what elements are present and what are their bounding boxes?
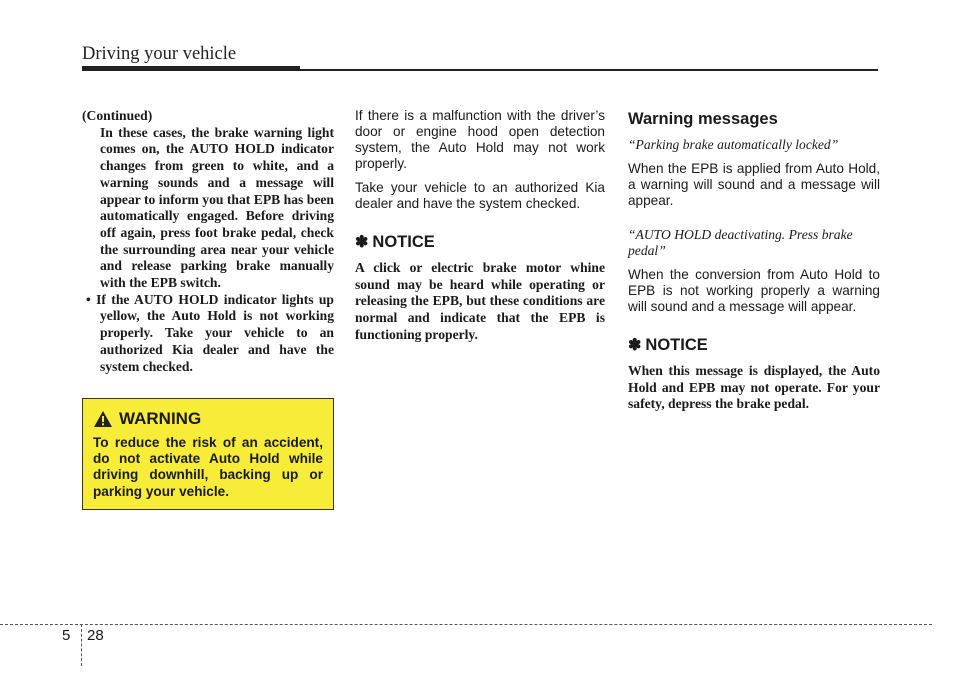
notice-heading-2 — [628, 335, 880, 355]
message-deactivating-description: When the conversion from Auto Hold to EPB is not working properly a warning will sound and a message will appear. — [628, 267, 880, 314]
page-number: 28 — [87, 627, 104, 644]
malfunction-paragraph: If there is a malfunction with the driver’s door or engine hood open detection system, the Auto Hold may not work properly. — [355, 108, 605, 171]
column-left — [82, 108, 334, 375]
warning-messages-heading: Warning messages — [628, 110, 778, 128]
continued-label: (Continued) — [82, 108, 153, 123]
warning-triangle-icon — [93, 410, 113, 428]
footer-divider — [0, 624, 932, 625]
header-divider-thick — [82, 66, 300, 71]
message-quote-locked: “Parking brake automatically locked” — [628, 137, 839, 152]
warning-text: To reduce the risk of an accident, do not activate Auto Hold while driving downhill, backing up or parking your vehicle. — [93, 435, 323, 499]
column-middle — [355, 108, 605, 344]
message-locked-description: When the EPB is applied from Auto Hold, a warning will sound and a message will appear. — [628, 161, 880, 208]
notice-star-icon-2: ✽ — [628, 337, 642, 354]
header-divider-thin — [300, 69, 878, 71]
message-quote-deactivating: “AUTO HOLD deactivating. Press brake pedal” — [628, 227, 853, 258]
footer-page-separator — [81, 624, 82, 666]
warning-box — [82, 398, 334, 510]
dealer-paragraph: Take your vehicle to an authorized Kia dealer and have the system checked. — [355, 180, 605, 211]
warning-title: WARNING — [119, 409, 202, 428]
auto-hold-yellow-bullet: • If the AUTO HOLD indicator lights up yellow, the Auto Hold is not working properly. Take your vehicle to an authorized Kia dealer and have the system checked. — [86, 291, 334, 374]
brake-warning-paragraph: In these cases, the brake warning light comes on, the AUTO HOLD indicator changes from green to white, and a warning sounds and a message will appear to inform you that EPB has been automatically engaged. Before driving off again, press foot brake pedal, check the surrounding area near your vehicle and release parking brake manually with the EPB switch. — [100, 124, 334, 291]
warning-heading — [93, 409, 323, 429]
notice-text: A click or electric brake motor whine sound may be heard while operating or releasing the EPB, but these conditions are normal and indicate that the EPB is functioning properly. — [355, 260, 605, 342]
page-header-title: Driving your vehicle — [82, 44, 237, 64]
column-right — [628, 108, 880, 413]
notice-star-icon: ✽ — [355, 234, 369, 251]
notice-title: NOTICE — [372, 232, 435, 251]
notice-heading — [355, 232, 605, 252]
chapter-number: 5 — [62, 627, 71, 644]
notice-text-2: When this message is displayed, the Auto Hold and EPB may not operate. For your safety, depress the brake pedal. — [628, 363, 880, 412]
notice-title-2: NOTICE — [645, 335, 708, 354]
